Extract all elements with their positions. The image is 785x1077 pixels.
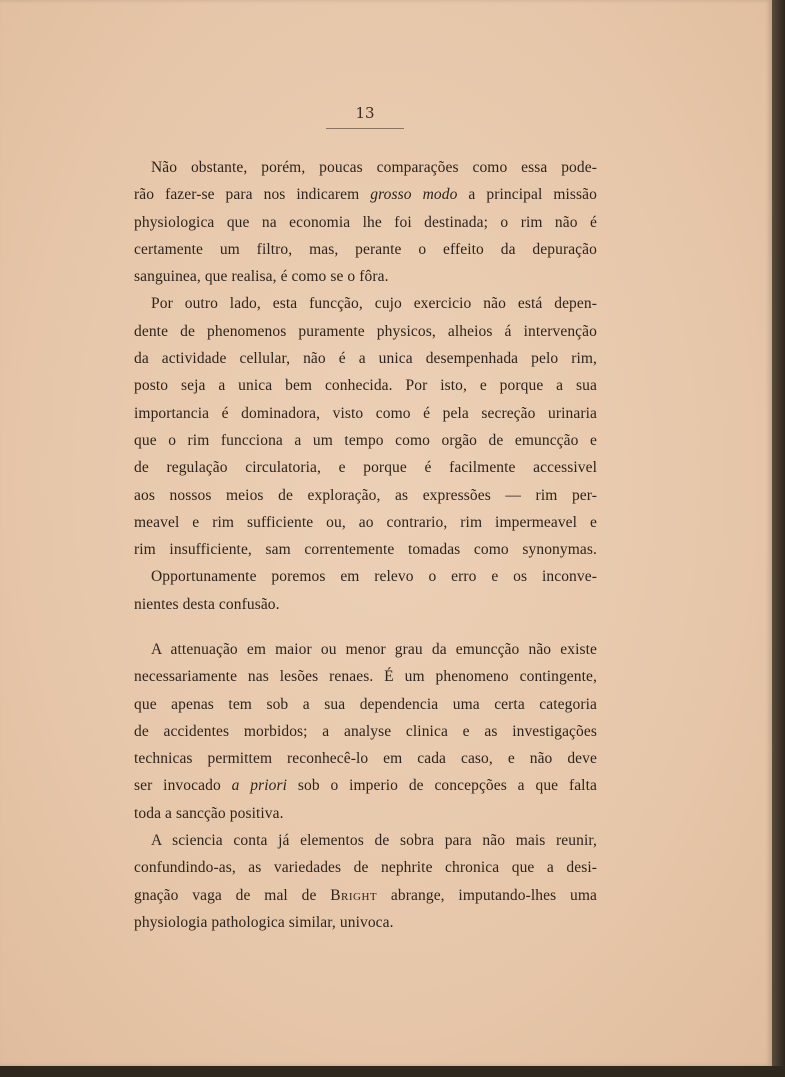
text-line: que apenas tem sob a sua dependencia uma certa categoria: [134, 695, 597, 713]
text-line: de accidentes morbidos; a analyse clinica e as investigações: [134, 722, 597, 740]
text-line: Não obstante, porém, poucas comparações como essa pode-: [151, 159, 597, 176]
text-line: technicas permittem reconhecê-lo em cada caso, e não deve: [134, 750, 597, 768]
text-line: necessariamente nas lesões renaes. É um phenomeno contingente,: [134, 668, 597, 686]
text-line: physiologia pathologica similar, univoca.: [134, 913, 394, 931]
text-line: toda a sancção positiva.: [134, 804, 284, 822]
paragraph-2: [134, 290, 597, 563]
text-line: Opportunamente poremos em relevo o erro e os inconve-: [151, 568, 597, 586]
page-number-rule: [326, 128, 404, 129]
text-line: meavel e rim sufficiente ou, ao contrario, rim impermeavel e: [134, 513, 597, 531]
text-block-upper: [134, 154, 597, 618]
paragraph-4: [134, 636, 597, 827]
text-line: confundindo-as, as variedades de nephrite chronica que a desi-: [134, 859, 597, 877]
paragraph-3: [134, 563, 597, 618]
text-line: sanguinea, que realisa, é como se o fôra.: [134, 268, 389, 286]
paragraph-1: [134, 154, 597, 290]
text-line: de regulação circulatoria, e porque é facilmente accessivel: [134, 459, 597, 477]
paragraph-5: [134, 827, 597, 936]
text-line: da actividade cellular, não é a unica desempenhada pelo rim,: [134, 350, 597, 368]
text-line: A sciencia conta já elementos de sobra para não mais reunir,: [151, 832, 597, 850]
text-line: A attenuação em maior ou menor grau da emuncção não existe: [151, 641, 597, 658]
text-line: posto seja a unica bem conhecida. Por isto, e porque a sua: [134, 377, 597, 395]
text-line: importancia é dominadora, visto como é pela secreção urinaria: [134, 404, 597, 422]
text-block-lower: [134, 636, 597, 936]
text-line: gnação vaga de mal de Bright abrange, imputando-lhes uma: [134, 886, 597, 904]
text-line: certamente um filtro, mas, perante o effeito da depuração: [134, 240, 597, 258]
text-line: physiologica que na economia lhe foi destinada; o rim não é: [134, 213, 597, 231]
text-line: ser invocado a priori sob o imperio de concepções a que falta: [134, 777, 597, 795]
text-line: aos nossos meios de exploração, as expressões — rim per-: [134, 486, 597, 504]
book-bottom-shadow: [0, 1066, 785, 1077]
text-line: rim insufficiente, sam correntemente tomadas como synonymas.: [134, 541, 597, 559]
text-line: dente de phenomenos puramente physicos, alheios á intervenção: [134, 322, 597, 340]
text-line: nientes desta confusão.: [134, 595, 280, 613]
text-line: que o rim funcciona a um tempo como orgão de emuncção e: [134, 431, 597, 449]
text-line: Por outro lado, esta funcção, cujo exercicio não está depen-: [151, 295, 597, 313]
text-line: rão fazer-se para nos indicarem grosso modo a principal missão: [134, 186, 597, 204]
book-edge-shadow: [772, 0, 785, 1077]
page-number: 13: [355, 104, 375, 122]
